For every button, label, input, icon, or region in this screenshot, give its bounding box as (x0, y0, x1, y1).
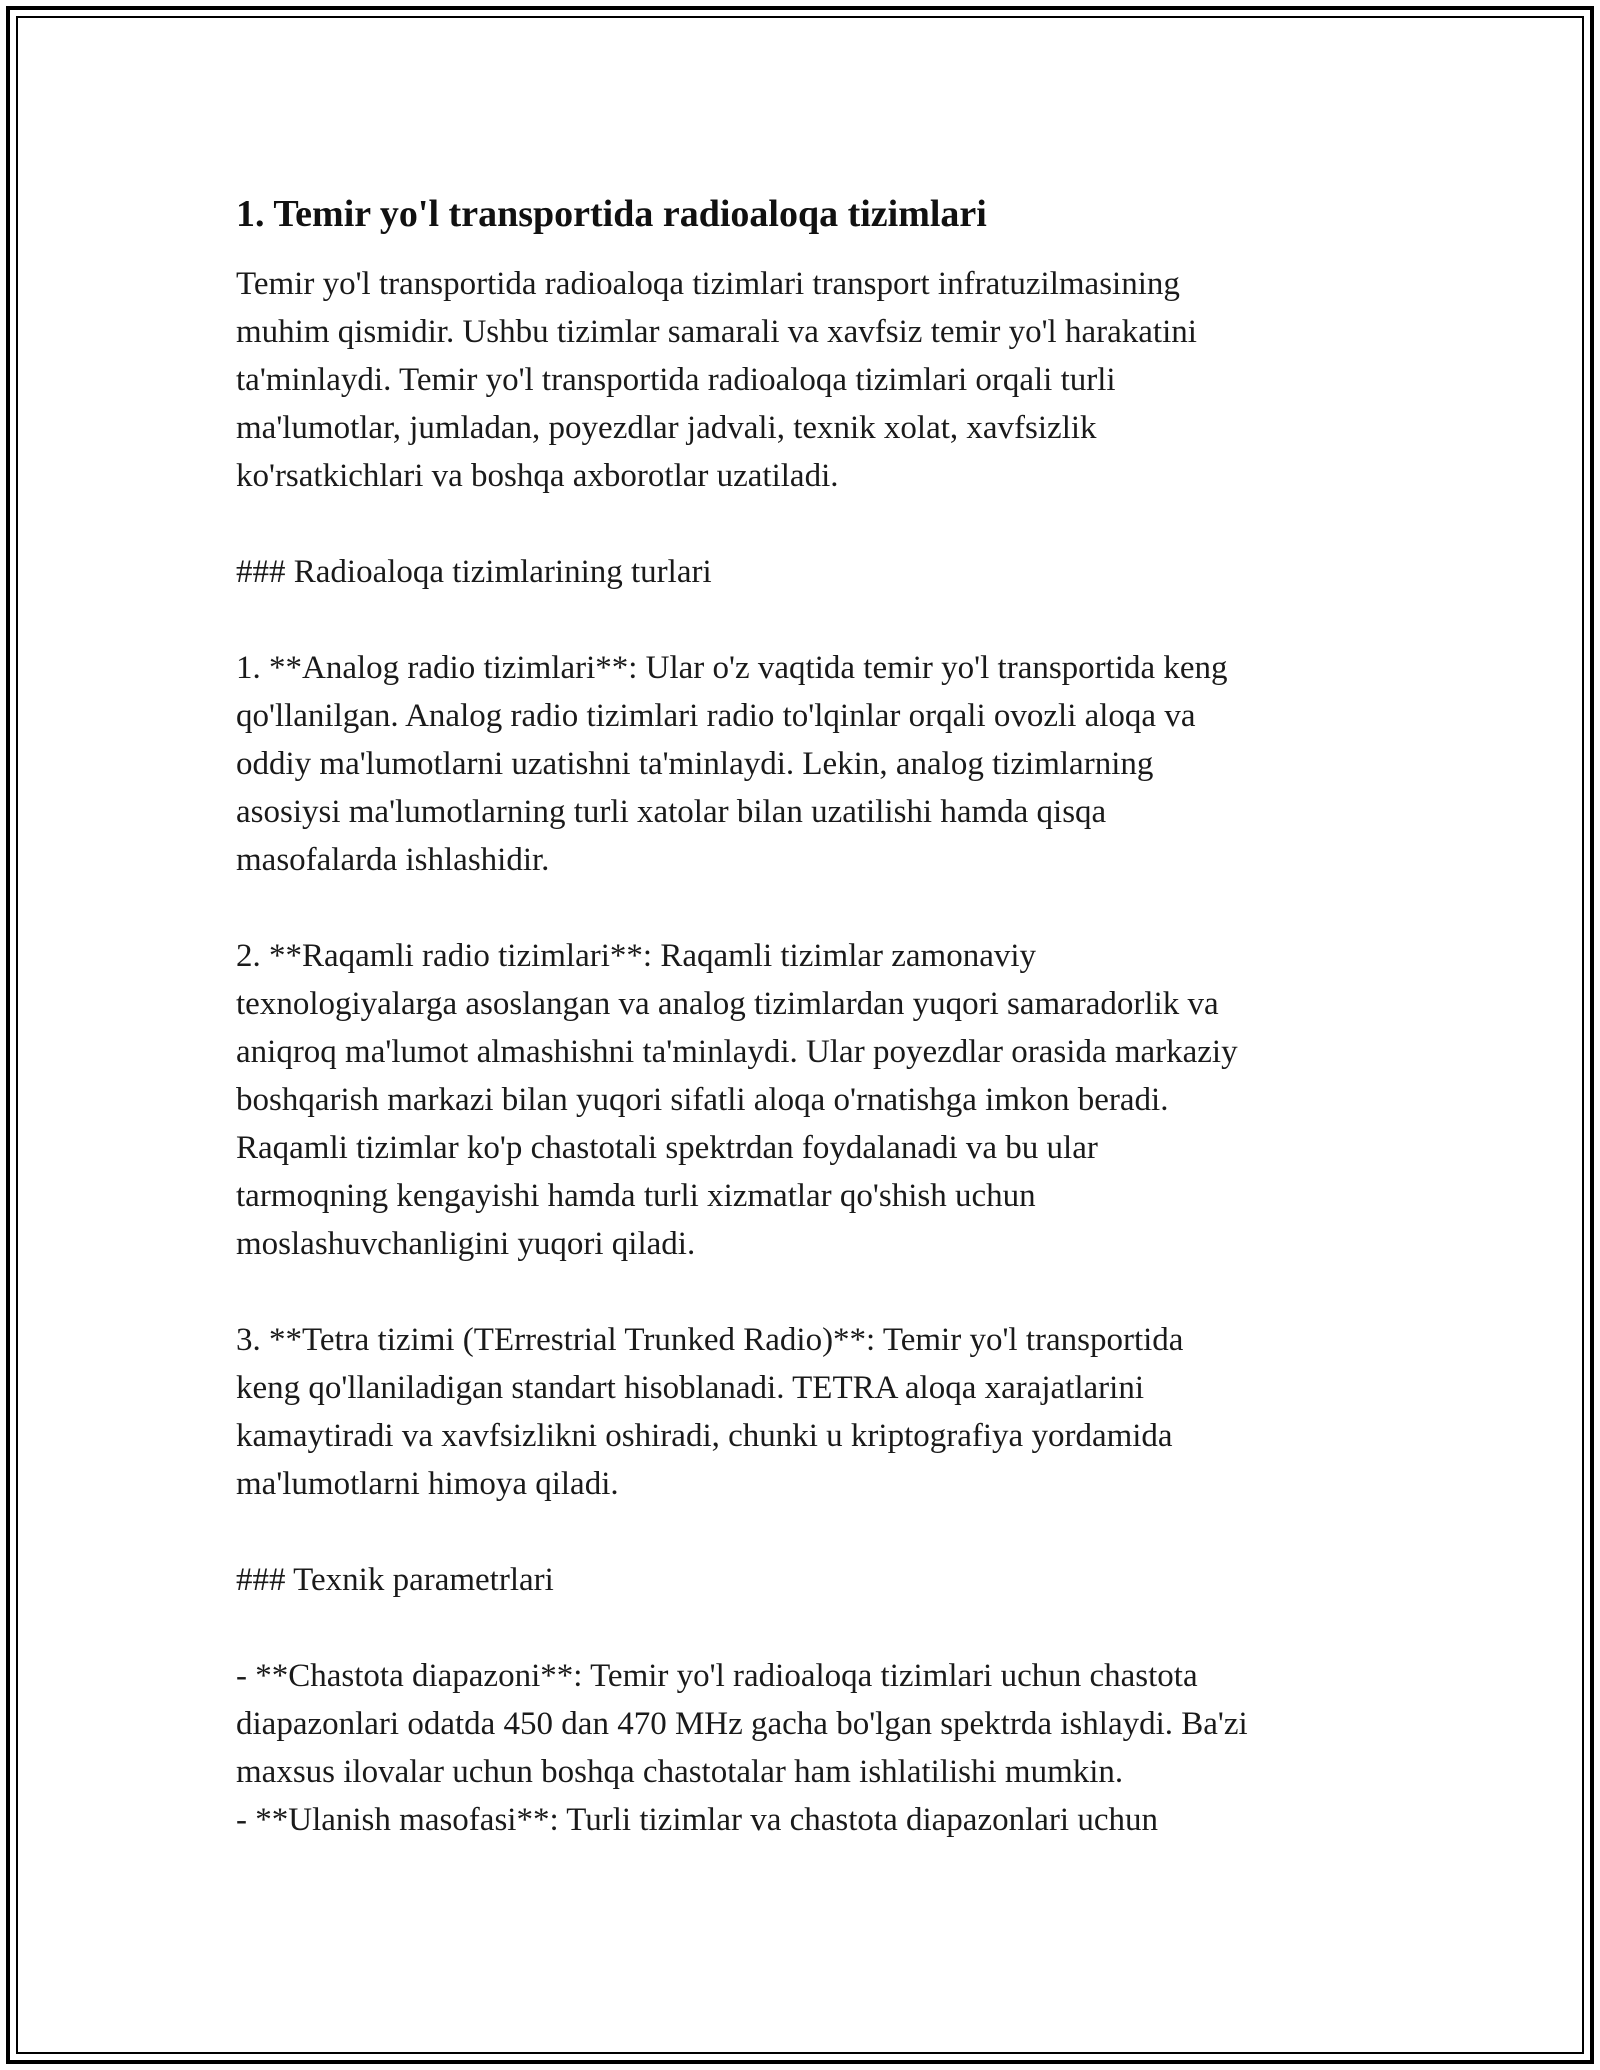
intro-paragraph: Temir yo'l transportida radioaloqa tizimlari transport infratuzilmasining muhim qismidir. Ushbu tizimlar samarali va xavfsiz temir yo'l harakatini ta'minlaydi. Temir yo'l transportida radioaloqa tizimlari orqali turli ma'lumotlar, jumladan, poyezdlar jadvali, texnik xolat, xavfsizlik ko'rsatkichlari va boshqa axborotlar uzatiladi. (236, 266, 1197, 494)
bullet-frequency-range: - **Chastota diapazoni**: Temir yo'l radioaloqa tizimlari uchun chastota diapazonlari odatda 450 dan 470 MHz gacha bo'lgan spektrda ishlaydi. Ba'zi maxsus ilovalar uchun boshqa chastotalar ham ishlatilishi mumkin. (236, 1658, 1248, 1790)
list-item-digital: 2. **Raqamli radio tizimlari**: Raqamli tizimlar zamonaviy texnologiyalarga asoslangan va analog tizimlardan yuqori samaradorlik va aniqroq ma'lumot almashishni ta'minlaydi. Ular poyezdlar orasida markaziy boshqarish markazi bilan yuqori sifatli aloqa o'rnatishga imkon beradi. Raqamli tizimlar ko'p chastotali spektrdan foydalanadi va bu ular tarmoqning kengayishi hamda turli xizmatlar qo'shish uchun moslashuvchanligini yuqori qiladi. (236, 938, 1238, 1262)
document-body (236, 188, 1376, 1844)
paragraph-gap (236, 884, 1376, 932)
document-title: 1. Temir yo'l transportida radioaloqa tizimlari (236, 193, 987, 235)
paragraph-gap (236, 1268, 1376, 1316)
list-item-tetra: 3. **Tetra tizimi (TErrestrial Trunked Radio)**: Temir yo'l transportida keng qo'llaniladigan standart hisoblanadi. TETRA aloqa xarajatlarini kamaytiradi va xavfsizlikni oshiradi, chunki u kriptografiya yordamida ma'lumotlarni himoya qiladi. (236, 1322, 1184, 1502)
paragraph-gap (236, 1508, 1376, 1556)
paragraph-gap (236, 596, 1376, 644)
list-item-analog: 1. **Analog radio tizimlari**: Ular o'z vaqtida temir yo'l transportida keng qo'llanilgan. Analog radio tizimlari radio to'lqinlar orqali ovozli aloqa va oddiy ma'lumotlarni uzatishni ta'minlaydi. Lekin, analog tizimlarning asosiysi ma'lumotlarning turli xatolar bilan uzatilishi hamda qisqa masofalarda ishlashidir. (236, 650, 1228, 878)
bullet-connection-distance: - **Ulanish masofasi**: Turli tizimlar va chastota diapazonlari uchun (236, 1802, 1158, 1838)
paragraph-gap (236, 1604, 1376, 1652)
section-heading-types: ### Radioaloqa tizimlarining turlari (236, 554, 712, 590)
paragraph-gap (236, 500, 1376, 548)
section-heading-parameters: ### Texnik parametrlari (236, 1562, 554, 1598)
